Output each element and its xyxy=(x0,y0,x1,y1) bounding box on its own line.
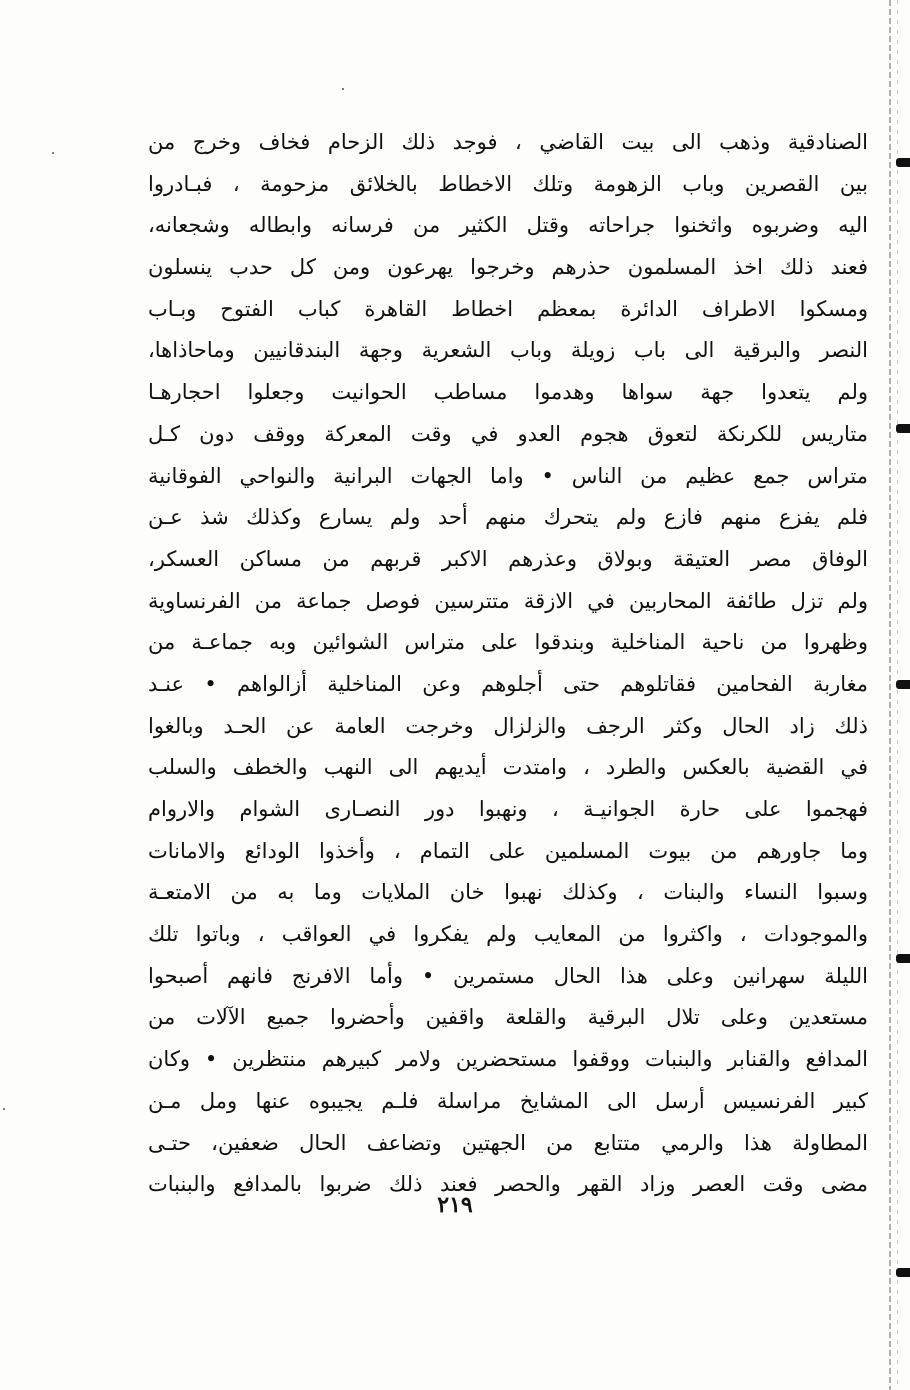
text-line: وظهروا من ناحية المناخلية وبندقوا على متراس الشوائين وبه جماعـة من xyxy=(148,630,868,655)
binding-edge xyxy=(889,0,891,1390)
text-line: ولم تزل طائفة المحاربين في الازقة متترسين فوصل جماعة من الفرنساوية xyxy=(148,588,868,613)
text-line: ومسكوا الاطراف الدائرة بمعظم اخطاط القاهرة كباب الفتوح وبـاب xyxy=(148,296,868,321)
text-line: بين القصرين وباب الزهومة وتلك الاخطاط بالخلائق مزحومة ، فبـادروا xyxy=(148,171,868,196)
text-line: كبير الفرنسيس أرسل الى المشايخ مراسلة فلـم يجيبوه عنها ومل مـن xyxy=(148,1088,868,1113)
text-line: مضى وقت العصر وزاد القهر والحصر فعند ذلك ضربوا بالمدافع والبنبات xyxy=(148,1172,868,1197)
binding-edge-secondary xyxy=(897,0,898,1390)
margin-tab-mark xyxy=(896,1268,910,1277)
margin-tab-mark xyxy=(896,424,910,433)
text-line: الصنادقية وذهب الى بيت القاضي ، فوجد ذلك الزحام فخاف وخرج من xyxy=(148,130,868,154)
scan-speck xyxy=(52,152,54,154)
page-number: ٢١٩ xyxy=(437,1192,473,1218)
margin-tab-mark xyxy=(896,158,910,167)
text-line: الليلة سهرانين وعلى هذا الحال مستمرين • وأما الافرنج فانهم أصبحوا xyxy=(148,963,868,988)
margin-tab-mark xyxy=(896,680,910,689)
text-line: الوفاق مصر العتيقة وبولاق وعذرهم الاكبر قربهم من مساكن العسكر، xyxy=(148,546,868,571)
scan-speck xyxy=(342,88,344,90)
text-line: وسبوا النساء والبنات ، وكذلك نهبوا خان الملايات وما به من الامتعـة xyxy=(148,880,868,905)
text-line: النصر والبرقية الى باب زويلة وباب الشعرية وجهة البندقانيين وماحاذاها، xyxy=(148,338,868,363)
margin-tab-mark xyxy=(896,954,910,963)
text-line: في القضية بالعكس والطرد ، وامتدت أيديهم الى النهب والخطف والسلب xyxy=(148,755,868,780)
text-line: المطاولة هذا والرمي متتابع من الجهتين وتضاعف الحال ضعفين، حتـى xyxy=(148,1130,868,1155)
text-line: ولم يتعدوا جهة سواها وهدموا مساطب الحوانيت وجعلوا احجارهـا xyxy=(148,380,868,405)
text-line: وما جاورهم من بيوت المسلمين على التمام ، وأخذوا الودائع والامانات xyxy=(148,838,868,863)
text-line: متراس جمع عظيم من الناس • واما الجهات البرانية والنواحي الفوقانية xyxy=(148,463,868,488)
body-text xyxy=(148,122,868,1206)
scan-speck xyxy=(3,1108,5,1110)
text-line: متاريس للكرنكة لتعوق هجوم العدو في وقت المعركة ووقف دون كـل xyxy=(148,421,868,446)
text-line: المدافع والقنابر والبنبات ووقفوا مستحضرين ولامر كبيرهم منتظرين • وكان xyxy=(148,1047,868,1072)
text-line: اليه وضربوه واثخنوا جراحاته وقتل الكثير من فرسانه وابطاله وشجعانه، xyxy=(148,213,868,238)
text-line: فلم يفزع منهم فازع ولم يتحرك منهم أحد ولم يسارع وكذلك شذ عـن xyxy=(148,505,868,530)
text-line: فعند ذلك اخذ المسلمون حذرهم وخرجوا يهرعون ومن كل حدب ينسلون xyxy=(148,255,868,280)
text-line: فهجموا على حارة الجوانيـة ، ونهبوا دور النصـارى الشوام والاروام xyxy=(148,797,868,821)
text-line: مغاربة الفحامين فقاتلوهم حتى أجلوهم وعن المناخلية أزالواهم • عنـد xyxy=(148,671,868,696)
text-line: والموجودات ، واكثروا من المعايب ولم يفكروا في العواقب ، وباتوا تلك xyxy=(148,922,868,947)
text-line: مستعدين وعلى تلال البرقية والقلعة واقفين وأحضروا جميع الآلات من xyxy=(148,1005,868,1030)
text-line: ذلك زاد الحال وكثر الرجف والزلزال وخرجت العامة عن الحـد وبالغوا xyxy=(148,713,868,738)
